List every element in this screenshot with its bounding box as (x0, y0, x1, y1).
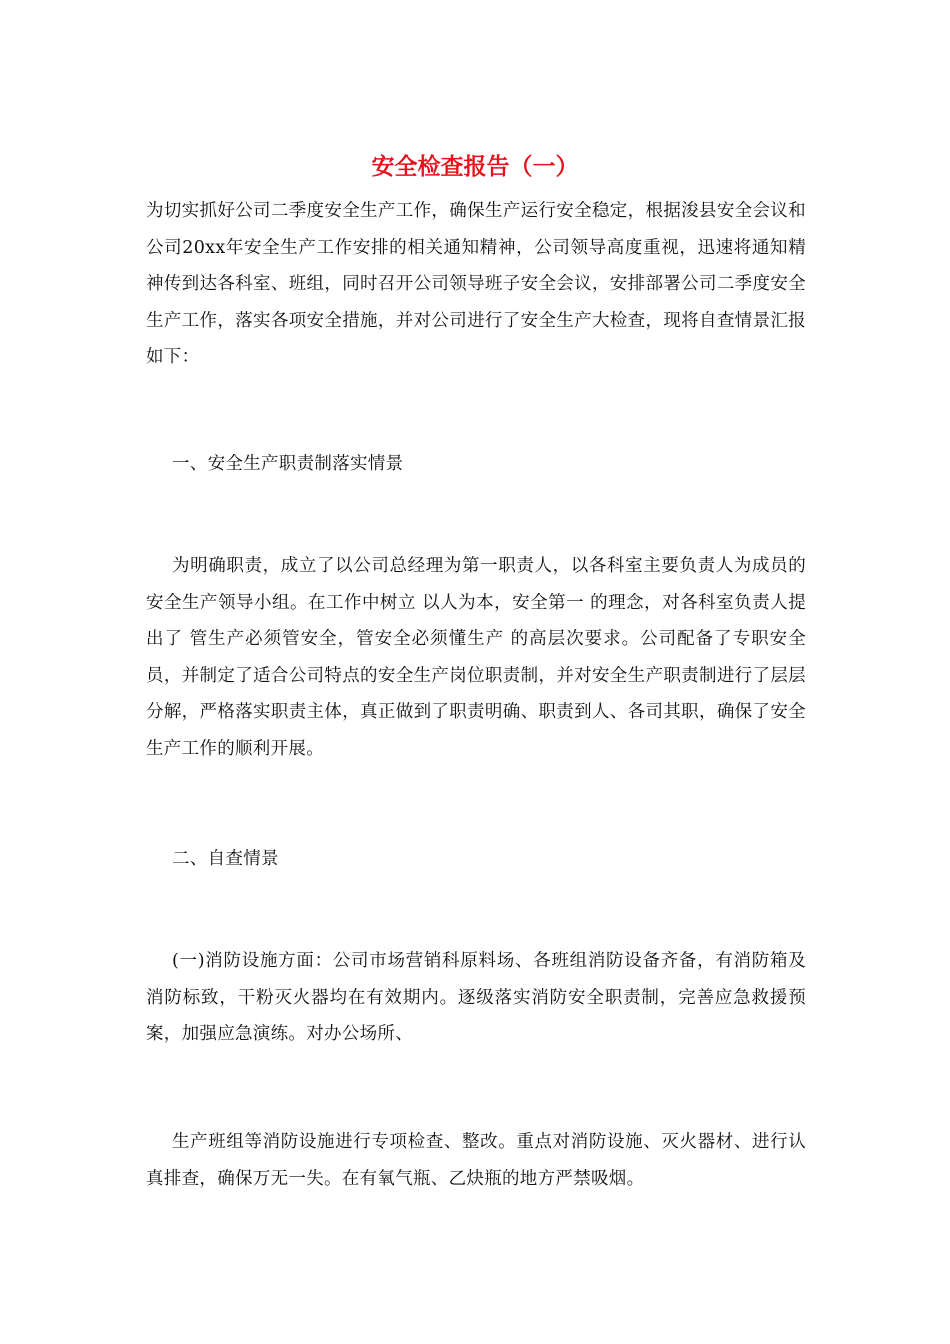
document-title: 安全检查报告（一） (371, 153, 579, 180)
section-heading-1: 一、安全生产职责制落实情景 (172, 454, 404, 474)
section-2-item-1-paragraph: (一)消防设施方面：公司市场营销科原料场、各班组消防设备齐备，有消防箱及消防标致，干粉灭火器均在有效期内。逐级落实消防安全职责制，完善应急救援预案，加强应急演练。对办公场所、 (146, 951, 806, 1044)
intro-paragraph: 为切实抓好公司二季度安全生产工作，确保生产运行安全稳定，根据浚县安全会议和公司20xx年安全生产工作安排的相关通知精神，公司领导高度重视，迅速将通知精神传到达各科室、班组，同时召开公司领导班子安全会议，安排部署公司二季度安全生产工作，落实各项安全措施，并对公司进行了安全生产大检查，现将自查情景汇报如下： (146, 201, 806, 367)
section-1-paragraph: 为明确职责，成立了以公司总经理为第一职责人，以各科室主要负责人为成员的安全生产领导小组。在工作中树立 以人为本，安全第一 的理念，对各科室负责人提出了 管生产必须管安全，管安全必须懂生产 的高层次要求。公司配备了专职安全员，并制定了适合公司特点的安全生产岗位职责制，并对安全生产职责制进行了层层分解，严格落实职责主体，真正做到了职责明确、职责到人、各司其职，确保了安全生产工作的顺利开展。 (146, 556, 806, 759)
section-heading-2: 二、自查情景 (172, 849, 279, 869)
section-2-item-1-continued-paragraph: 生产班组等消防设施进行专项检查、整改。重点对消防设施、灭火器材、进行认真排查，确保万无一失。在有氧气瓶、乙炔瓶的地方严禁吸烟。 (146, 1132, 806, 1189)
